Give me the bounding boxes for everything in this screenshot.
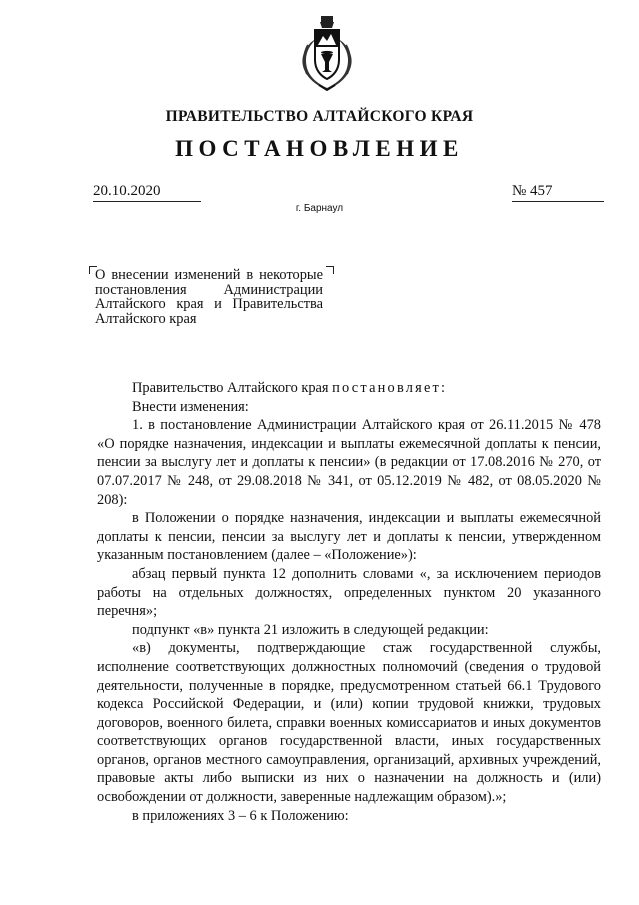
subject-bracket-right	[326, 266, 334, 274]
item-1-paragraph: 1. в постановление Администрации Алтайского края от 26.11.2015 № 478 «О порядке назначения, индексации и выплаты ежемесячной доплаты к пенсии, пенсии за выслугу лет и доплаты к пенсии» (в редакции от 17.08.2016 № 270, от 07.07.2017 № 248, от 29.08.2018 № 341, от 05.12.2019 № 482, от 08.05.2020 № 208):	[97, 417, 601, 508]
subclause-v-paragraph: «в) документы, подтверждающие стаж государственной службы, исполнение соответствующих должностных полномочий (сведения о трудовой деятельности, полученные в порядке, предусмотренном статьей 66.1 Трудового кодекса Российской Федерации, и (или) копии трудовой книжки, трудовых договоров, военного билета, справки военных комиссариатов и иных документов соответствующих органов государственной власти, иных государственных органов, органов местного самоуправления, организаций, архивных учреждений, правовые акты либо выписки из них о назначении на должность и (или) освобождении от должности, заверенные надлежащим образом).»;	[97, 640, 601, 806]
appendices-paragraph: в приложениях 3 – 6 к Положению:	[132, 807, 349, 824]
intro-keyword: постановляет	[332, 380, 442, 396]
document-number: № 457	[512, 183, 604, 202]
clause-21-paragraph: подпункт «в» пункта 21 изложить в следующей редакции:	[132, 621, 489, 638]
intro-suffix: :	[441, 380, 446, 396]
clause-12-paragraph: абзац первый пункта 12 дополнить словами «, за исключением периодов работы на отдельных должностях, определенных пунктом 20 указанного перечня»;	[97, 565, 601, 620]
intro-prefix: Правительство Алтайского края	[132, 380, 333, 396]
document-subject: О внесении изменений в некоторые постановления Администрации Алтайского края и Правительства Алтайского края	[95, 267, 323, 327]
make-changes-paragraph: Внести изменения:	[132, 398, 249, 415]
intro-paragraph	[97, 379, 601, 398]
document-type: ПОСТАНОВЛЕНИЕ	[175, 136, 464, 161]
document-city: г. Барнаул	[295, 203, 344, 214]
document-date: 20.10.2020	[93, 183, 201, 202]
government-name: ПРАВИТЕЛЬСТВО АЛТАЙСКОГО КРАЯ	[165, 108, 474, 125]
altai-coat-of-arms-icon	[296, 14, 358, 92]
document-body	[97, 379, 601, 825]
regulation-paragraph: в Положении о порядке назначения, индексации и выплаты ежемесячной доплаты к пенсии, пенсии за выслугу лет и доплаты к пенсии, утвержденном указанным постановлением (далее – «Положение»):	[97, 510, 601, 564]
